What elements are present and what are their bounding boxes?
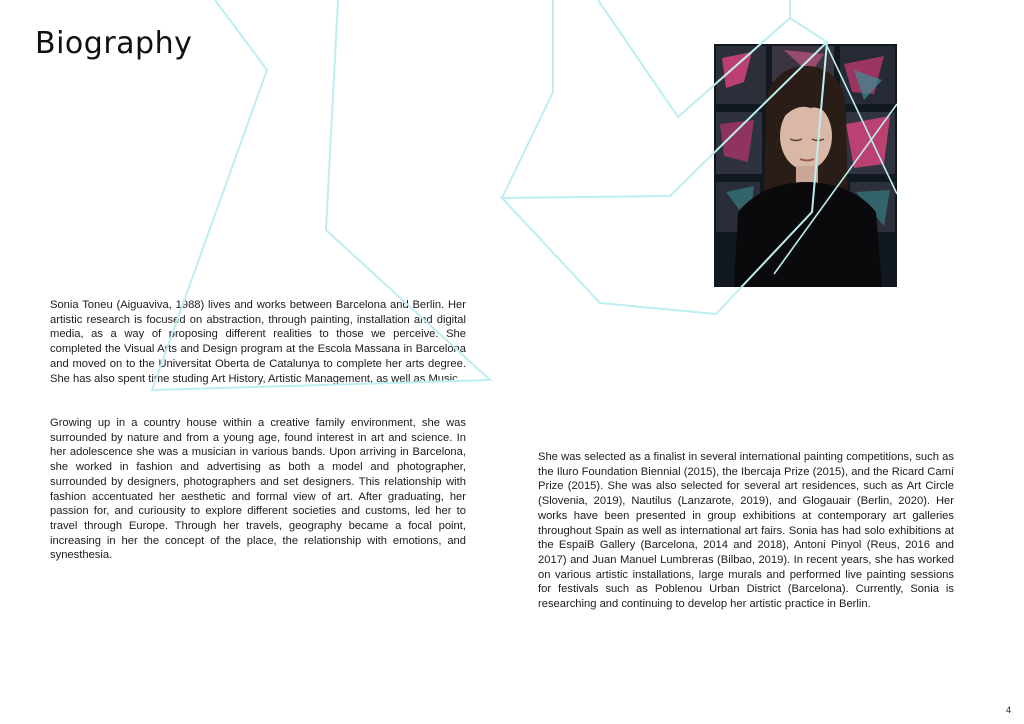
portrait-photo [714,44,897,287]
bio-paragraph-3: She was selected as a finalist in several international painting competitions, such as the Iluro Foundation Biennial (2015), the Ibercaja Prize (2015), and the Ricard Camí Prize (2015). She was also selected for several art residences, such as Art Circle (Slovenia, 2019), Nautilus (Lanzarote, 2019), and Glogauair (Berlin, 2020). Her works have been presented in group exhibitions at contemporary art galleries throughout Spain as well as international art fairs. Sonia has had solo exhibitions at the EspaiB Gallery (Barcelona, 2014 and 2018), Antoni Pinyol (Reus, 2016 and 2017) and Juan Manuel Lumbreras (Bilbao, 2019). In recent years, she has worked on various artistic installations, large murals and performed live painting sessions for festivals such as Poblenou Urban District (Barcelona). Currently, Sonia is researching and continuing to develop her artistic practice in Berlin. [538,451,954,611]
page-number: 4 [1006,705,1012,715]
page-title: Biography [35,26,193,61]
bio-paragraph-2: Growing up in a country house within a creative family environment, she was surrounded by nature and from a young age, found interest in art and science. In her adolescence she was a musician in various bands. Upon arriving in Barcelona, she worked in fashion and advertising as both a model and photographer, surrounded by designers, photographers and set designers. This relationship with fashion accentuated her aesthetic and formal view of art. After graduating, her passion for, and curiousity to explore different societies and customs, led her to travel through Europe. Through her travels, geography became a focal point, increasing in her the concept of the place, the relationship with emotions, and synesthesia. [50,417,466,562]
portrait-illustration [714,44,897,287]
bio-paragraph-1: Sonia Toneu (Aiguaviva, 1988) lives and works between Barcelona and Berlin. Her artistic research is focused on abstraction, through painting, installation and digital media, as a way of proposing different realities to those we perceive. She completed the Visual Arts and Design program at the Escola Massana in Barcelona and moved on to the Universitat Oberta de Catalunya to complete her arts degree. She has also spent time studing Art History, Artistic Management, as well as Music. [50,299,466,385]
